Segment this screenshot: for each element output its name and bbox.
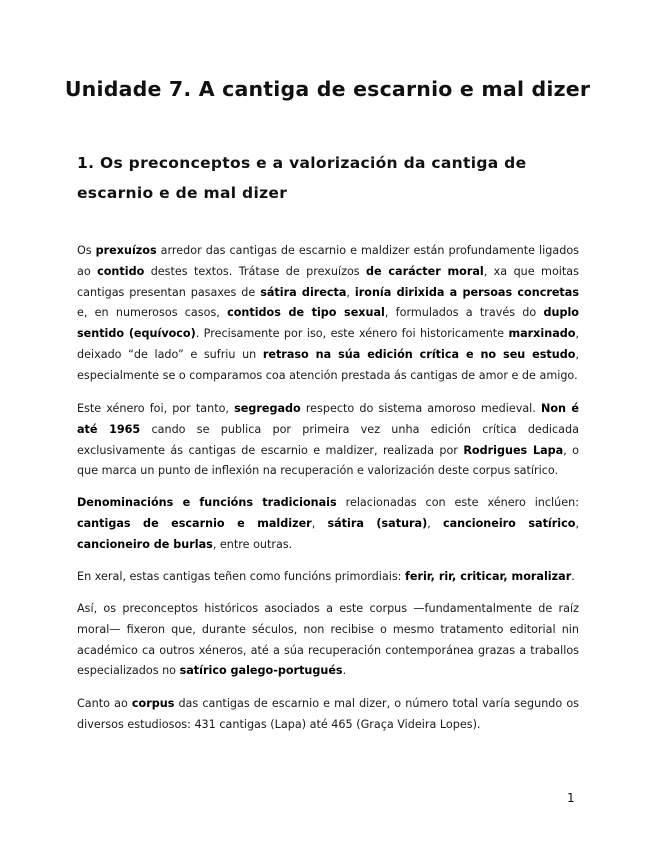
text-run: , entre outras. [212,537,293,551]
text-run: respecto do sistema amoroso medieval. [300,402,541,415]
paragraph-functions [77,567,579,588]
paragraph-preconceptions [77,599,579,682]
text-run: , [346,285,355,299]
text-run: , [427,516,443,530]
bold-text-run: Denominacións e funcións tradicionais [77,496,337,509]
text-run: , formulados a través do [384,306,544,320]
paragraph-denominations [77,493,579,555]
bold-text-run: satírico galego-portugués [179,664,343,678]
text-run: , deixado “de lado” e sufriu un [77,327,579,361]
text-run: , [575,516,579,530]
text-run: Así, os preconceptos históricos asociados a este corpus —fundamentalmente de raíz moral— fixeron que, durante séculos, non recibise o mesmo tratamento editorial nin académico ca outros xéneros, até a súa recuperación contemporánea grazas a traballos especializados no [77,602,579,678]
bold-text-run: marxinado [508,327,576,341]
bold-text-run: Non é até 1965 [77,402,579,436]
paragraph-corpus [77,694,579,736]
text-run: cando se publica por primeira vez unha edición crítica dedicada exclusivamente ás cantigas de escarnio e maldizer, realizada por [77,422,579,457]
text-run: . Precisamente por iso, este xénero foi historicamente [195,327,509,341]
bold-text-run: duplo sentido (equívoco) [77,306,579,341]
bold-text-run: prexuízos [95,244,157,257]
text-run: arredor das cantigas de escarnio e maldizer están profundamente ligados ao [77,244,579,278]
paragraph-segregation [77,399,579,482]
text-run: e, en numerosos casos, [77,306,228,320]
bold-text-run: ironía dirixida a persoas concretas [354,285,579,299]
bold-text-run: ferir, rir, criticar, moralizar [405,570,572,583]
page-number: 1 [567,791,575,805]
section-heading: 1. Os preconceptos e a valorización da cantiga de escarnio e de mal dizer [77,154,527,202]
bold-text-run: segregado [234,402,301,415]
text-run: Este xénero foi, por tanto, [77,402,235,415]
bold-text-run: sátira (satura) [327,516,428,530]
text-run: destes textos. Trátase de prexuízos [144,264,367,278]
text-run: . [571,570,575,583]
bold-text-run: retraso na súa edición crítica e no seu estudo [262,347,576,361]
text-run: das cantigas de escarnio e mal dizer, o número total varía segundo os diversos estudiosos: 431 cantigas (Lapa) até 465 (Graça Videira Lopes). [77,697,579,731]
bold-text-run: cantigas de escarnio e maldizer [77,516,312,530]
bold-text-run: contidos de tipo sexual [227,306,385,320]
bold-text-run: corpus [131,697,175,710]
bold-text-run: cancioneiro satírico [442,516,576,530]
bold-text-run: sátira directa [260,285,347,299]
text-run: . [342,664,347,678]
text-run: , [311,516,328,530]
bold-text-run: cancioneiro de burlas [77,537,213,551]
bold-text-run: de carácter moral [366,264,484,278]
page-title: Unidade 7. A cantiga de escarnio e mal dizer [64,77,591,101]
text-run: relacionadas con este xénero inclúen: [336,496,579,509]
text-run: , xa que moitas cantigas presentan pasaxes de [77,264,579,299]
text-run: En xeral, estas cantigas teñen como funcións primordiais: [77,570,405,583]
bold-text-run: contido [97,264,145,278]
paragraph-prejudices [77,241,579,387]
text-run: , o que marca un punto de inflexión na recuperación e valorización deste corpus satírico. [77,443,579,478]
text-run: Os [77,244,96,257]
text-run: Canto ao [77,697,132,710]
bold-text-run: Rodrigues Lapa [463,443,564,457]
text-run: , especialmente se o comparamos coa atención prestada ás cantigas de amor e de amigo. [77,347,579,382]
